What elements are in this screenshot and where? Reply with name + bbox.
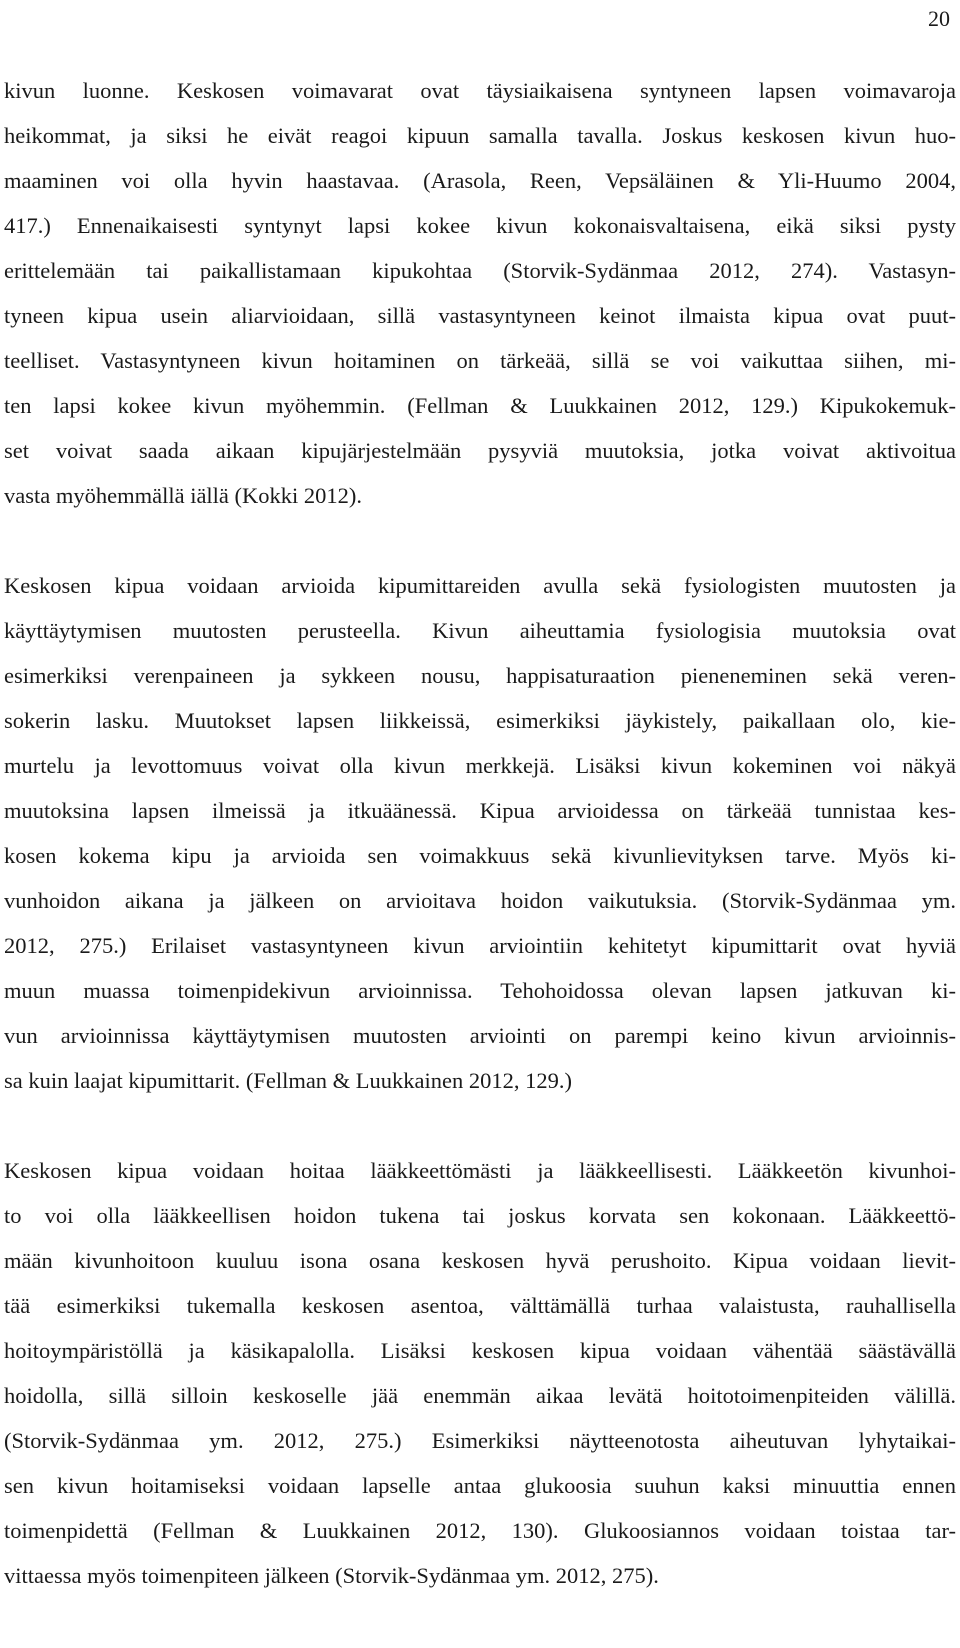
text-line: sokerin lasku. Muutokset lapsen liikkeissä, esimerkiksi jäykistely, paikallaan olo, kie-: [4, 708, 956, 733]
paragraph-1: [4, 68, 956, 518]
text-line: 417.) Ennenaikaisesti syntynyt lapsi kokee kivun kokonaisvaltaisena, eikä siksi pysty: [4, 213, 956, 238]
text-line: Keskosen kipua voidaan hoitaa lääkkeettömästi ja lääkkeellisesti. Lääkkeetön kivunhoi-: [4, 1158, 956, 1183]
text-line: muun muassa toimenpidekivun arvioinnissa. Tehohoidossa olevan lapsen jatkuvan ki-: [4, 978, 956, 1003]
text-line: Keskosen kipua voidaan arvioida kipumittareiden avulla sekä fysiologisten muutosten ja: [4, 573, 956, 598]
text-line: heikommat, ja siksi he eivät reagoi kipuun samalla tavalla. Joskus keskosen kivun huo-: [4, 123, 956, 148]
text-line: mään kivunhoitoon kuuluu isona osana keskosen hyvä perushoito. Kipua voidaan lievit-: [4, 1248, 956, 1273]
text-line: (Storvik-Sydänmaa ym. 2012, 275.) Esimerkiksi näytteenotosta aiheutuvan lyhytaikai-: [4, 1428, 956, 1453]
text-line: ten lapsi kokee kivun myöhemmin. (Fellman & Luukkainen 2012, 129.) Kipukokemuk-: [4, 393, 956, 418]
text-line: vittaessa myös toimenpiteen jälkeen (Storvik-Sydänmaa ym. 2012, 275).: [4, 1563, 659, 1588]
text-line: teelliset. Vastasyntyneen kivun hoitaminen on tärkeää, sillä se voi vaikuttaa siihen, mi-: [4, 348, 956, 373]
text-line: käyttäytymisen muutosten perusteella. Kivun aiheuttamia fysiologisia muutoksia ovat: [4, 618, 956, 643]
paragraph-3: [4, 1148, 956, 1598]
text-line: 2012, 275.) Erilaiset vastasyntyneen kivun arviointiin kehitetyt kipumittarit ovat hyviä: [4, 933, 956, 958]
text-line: sa kuin laajat kipumittarit. (Fellman & Luukkainen 2012, 129.): [4, 1068, 573, 1093]
text-line: maaminen voi olla hyvin haastavaa. (Arasola, Reen, Vepsäläinen & Yli-Huumo 2004,: [4, 168, 956, 193]
text-line: to voi olla lääkkeellisen hoidon tukena tai joskus korvata sen kokonaan. Lääkkeettö-: [4, 1203, 956, 1228]
paragraph-2: [4, 563, 956, 1103]
page-body: [4, 68, 956, 1598]
text-line: set voivat saada aikaan kipujärjestelmään pysyviä muutoksia, jotka voivat aktivoitua: [4, 438, 956, 463]
text-line: tyneen kipua usein aliarvioidaan, sillä vastasyntyneen keinot ilmaista kipua ovat puut-: [4, 303, 956, 328]
text-line: erittelemään tai paikallistamaan kipukohtaa (Storvik-Sydänmaa 2012, 274). Vastasyn-: [4, 258, 956, 283]
text-line: muutoksina lapsen ilmeissä ja itkuäänessä. Kipua arvioidessa on tärkeää tunnistaa kes-: [4, 798, 956, 823]
text-line: vun arvioinnissa käyttäytymisen muutosten arviointi on parempi keino kivun arvioinnis-: [4, 1023, 956, 1048]
text-line: sen kivun hoitamiseksi voidaan lapselle antaa glukoosia suuhun kaksi minuuttia ennen: [4, 1473, 956, 1498]
text-line: murtelu ja levottomuus voivat olla kivun merkkejä. Lisäksi kivun kokeminen voi näkyä: [4, 753, 956, 778]
text-line: toimenpidettä (Fellman & Luukkainen 2012, 130). Glukoosiannos voidaan toistaa tar-: [4, 1518, 956, 1543]
text-line: kosen kokema kipu ja arvioida sen voimakkuus sekä kivunlievityksen tarve. Myös ki-: [4, 843, 956, 868]
text-line: vasta myöhemmällä iällä (Kokki 2012).: [4, 483, 363, 508]
text-line: tää esimerkiksi tukemalla keskosen asentoa, välttämällä turhaa valaistusta, rauhallisella: [4, 1293, 956, 1318]
text-line: kivun luonne. Keskosen voimavarat ovat täysiaikaisena syntyneen lapsen voimavaroja: [4, 78, 956, 103]
text-line: hoitoympäristöllä ja käsikapalolla. Lisäksi keskosen kipua voidaan vähentää säästävällä: [4, 1338, 956, 1363]
text-line: hoidolla, sillä silloin keskoselle jää enemmän aikaa levätä hoitotoimenpiteiden välillä.: [4, 1383, 956, 1408]
text-line: vunhoidon aikana ja jälkeen on arvioitava hoidon vaikutuksia. (Storvik-Sydänmaa ym.: [4, 888, 956, 913]
text-line: esimerkiksi verenpaineen ja sykkeen nousu, happisaturaation pieneneminen sekä veren-: [4, 663, 956, 688]
page-number: 20: [928, 6, 950, 31]
